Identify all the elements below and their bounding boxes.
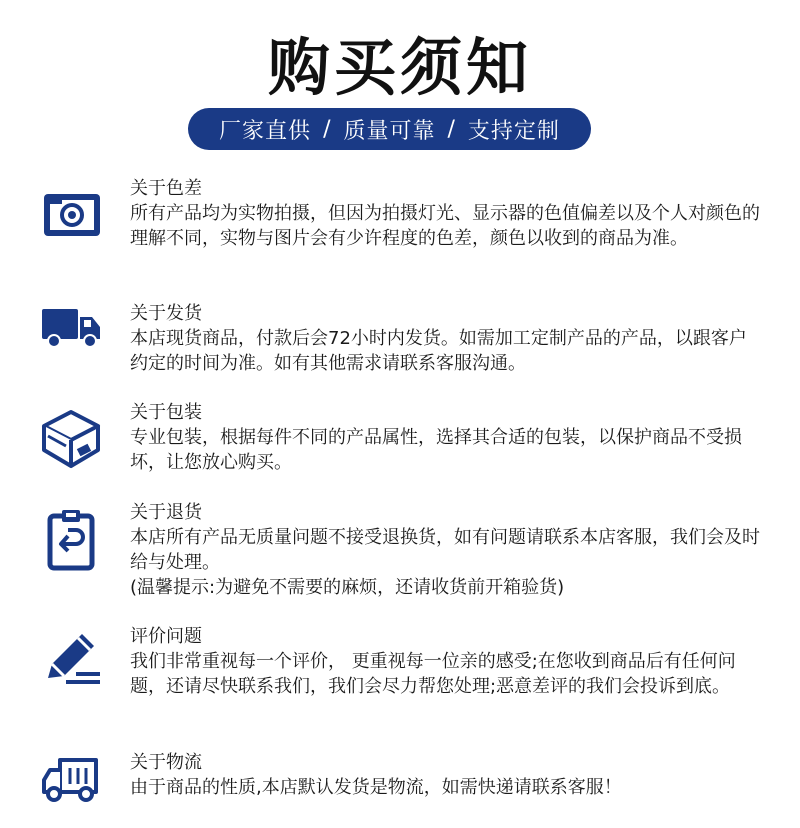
section-text xyxy=(130,624,760,699)
section-body: 专业包装，根据每件不同的产品属性，选择其合适的包装，以保护商品不受损坏，让您放心购买。 xyxy=(130,427,742,473)
section-text xyxy=(130,400,760,475)
page-title: 购买须知 xyxy=(267,31,532,104)
section-heading: 评价问题 xyxy=(130,626,202,647)
section-body: 本店现货商品，付款后会72小时内发货。如需加工定制产品的产品，以跟客户约定的时间为准。如有其他需求请联系客服沟通。 xyxy=(130,328,747,374)
tagline-item: 支持定制 xyxy=(467,118,560,144)
section-text xyxy=(130,750,760,800)
section-body: 所有产品均为实物拍摄，但因为拍摄灯光、显示器的色值偏差以及个人对颜色的理解不同，实物与图片会有少许程度的色差，颜色以收到的商品为准。 xyxy=(130,203,760,249)
section-note: (温馨提示:为避免不需要的麻烦，还请收货前开箱验货) xyxy=(130,577,565,598)
camera-icon xyxy=(38,180,104,246)
pen-icon xyxy=(38,626,104,692)
section-heading: 关于色差 xyxy=(130,178,202,199)
tagline-item: 质量可靠 xyxy=(343,118,436,144)
section-heading: 关于发货 xyxy=(130,303,202,324)
logistics-truck-icon xyxy=(38,746,104,812)
section-body: 我们非常重视每一个评价， 更重视每一位亲的感受;在您收到商品后有任何问题，还请尽快联系我们，我们会尽力帮您处理;恶意差评的我们会投诉到底。 xyxy=(130,651,736,697)
tagline-banner xyxy=(188,108,591,150)
tagline-separator: / xyxy=(447,116,456,142)
truck-icon xyxy=(38,293,104,359)
section-text xyxy=(130,176,760,251)
tagline-separator: / xyxy=(323,116,332,142)
section-text xyxy=(130,301,760,376)
section-body: 本店所有产品无质量问题不接受退换货，如有问题请联系本店客服，我们会及时给与处理。 xyxy=(130,527,760,573)
section-heading: 关于包装 xyxy=(130,402,202,423)
section-heading: 关于物流 xyxy=(130,752,202,773)
return-clipboard-icon xyxy=(38,506,104,572)
tagline-item: 厂家直供 xyxy=(219,118,312,144)
package-icon xyxy=(38,406,104,472)
section-heading: 关于退货 xyxy=(130,502,202,523)
section-text xyxy=(130,500,760,600)
section-body: 由于商品的性质,本店默认发货是物流，如需快递请联系客服！ xyxy=(130,777,622,798)
